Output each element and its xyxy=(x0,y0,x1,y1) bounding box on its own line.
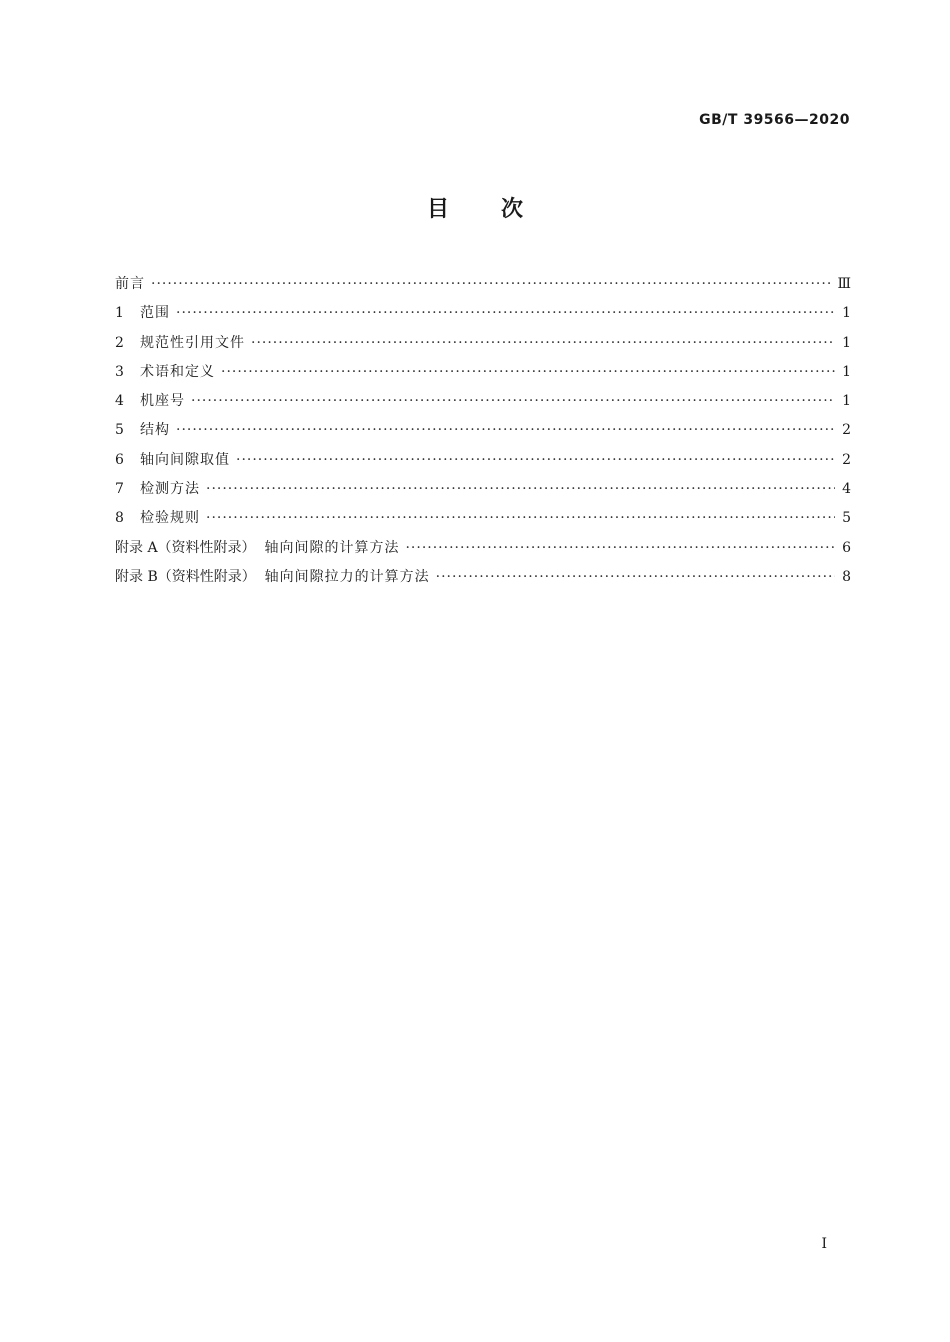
toc-leader-dots xyxy=(236,446,835,475)
toc-entry-label: 规范性引用文件 xyxy=(140,334,245,351)
toc-entry-appendix-prefix: 附录 B（资料性附录） xyxy=(115,568,265,585)
toc-entry-label: 机座号 xyxy=(140,393,185,410)
toc-entry-appendix-a[interactable] xyxy=(115,534,851,563)
toc-entry-page: 1 xyxy=(842,393,851,410)
toc-entry-label: 轴向间隙取值 xyxy=(140,451,230,468)
toc-entry-8[interactable] xyxy=(115,504,851,533)
toc-entry-label: 检测方法 xyxy=(140,481,200,498)
toc-entry-appendix-b[interactable] xyxy=(115,563,851,592)
toc-entry-2[interactable] xyxy=(115,329,851,358)
toc-leader-dots xyxy=(176,416,835,445)
toc-entry-label: 术语和定义 xyxy=(140,363,215,380)
toc-entry-label: 检验规则 xyxy=(140,510,200,527)
toc-entry-label: 结构 xyxy=(140,422,170,439)
toc-entry-label: 轴向间隙拉力的计算方法 xyxy=(264,568,430,585)
toc-entry-foreword[interactable] xyxy=(115,270,851,299)
toc-entry-appendix-prefix: 附录 A（资料性附录） xyxy=(115,539,265,556)
page-number: Ⅰ xyxy=(821,1236,827,1252)
toc-entry-number: 6 xyxy=(115,451,124,468)
toc-entry-number: 3 xyxy=(115,363,124,380)
toc-leader-dots xyxy=(176,299,835,328)
toc-entry-page: 1 xyxy=(842,305,851,322)
toc-leader-dots xyxy=(405,534,835,563)
page-title: 目次 xyxy=(426,197,575,222)
toc-entry-6[interactable] xyxy=(115,446,851,475)
toc-entry-label: 范围 xyxy=(140,305,170,322)
toc-entry-7[interactable] xyxy=(115,475,851,504)
toc-entry-page: 2 xyxy=(842,422,851,439)
toc-entry-number: 1 xyxy=(115,305,124,322)
toc-entry-label: 轴向间隙的计算方法 xyxy=(264,539,400,556)
toc-entry-number: 7 xyxy=(115,481,124,498)
toc-leader-dots xyxy=(191,387,835,416)
toc-entry-number: 8 xyxy=(115,510,124,527)
toc-leader-dots xyxy=(251,329,835,358)
toc-leader-dots xyxy=(221,358,835,387)
toc-entry-page: 5 xyxy=(842,510,851,527)
toc-entry-page: 6 xyxy=(842,539,851,556)
toc-leader-dots xyxy=(206,504,835,533)
toc-entry-page: Ⅲ xyxy=(837,276,851,292)
toc-entry-4[interactable] xyxy=(115,387,851,416)
toc-leader-dots xyxy=(151,270,831,299)
toc-entry-page: 1 xyxy=(842,334,851,351)
toc-entry-label: 前言 xyxy=(115,276,145,292)
toc-entry-5[interactable] xyxy=(115,416,851,445)
toc-entry-number: 2 xyxy=(115,334,124,351)
toc-entry-3[interactable] xyxy=(115,358,851,387)
toc-entry-page: 4 xyxy=(842,481,851,498)
toc-entry-number: 5 xyxy=(115,422,124,439)
toc-leader-dots xyxy=(436,563,835,592)
standard-number: GB/T 39566—2020 xyxy=(699,112,850,128)
toc-entry-page: 1 xyxy=(842,363,851,380)
toc-entry-page: 2 xyxy=(842,451,851,468)
toc-leader-dots xyxy=(206,475,835,504)
toc-entry-number: 4 xyxy=(115,393,124,410)
toc-entry-page: 8 xyxy=(842,568,851,585)
toc-entry-1[interactable] xyxy=(115,299,851,328)
table-of-contents xyxy=(115,270,851,592)
